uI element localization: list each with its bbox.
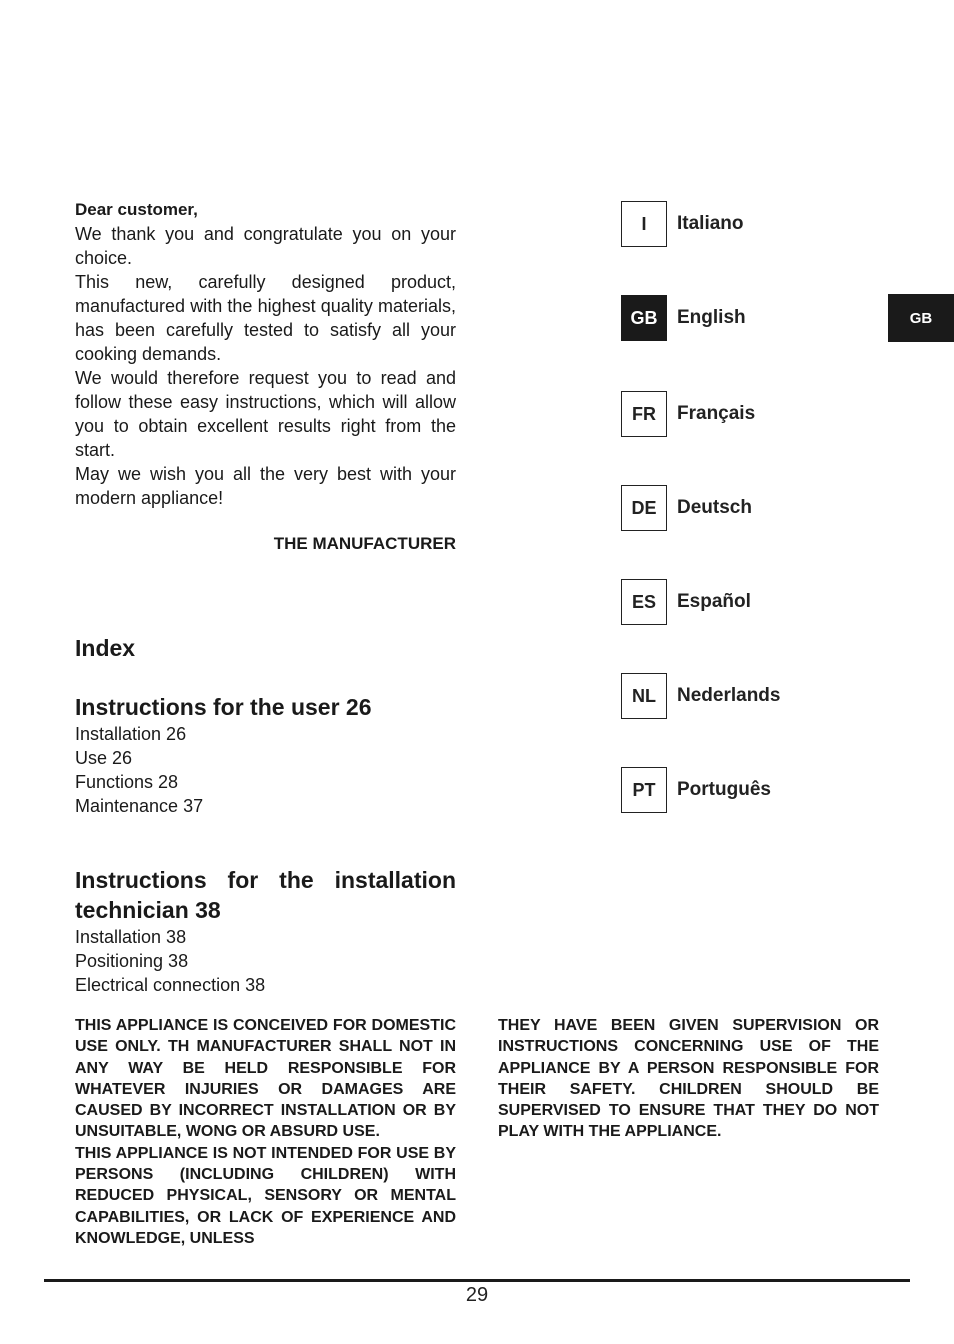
index-item: Electrical connection 38 xyxy=(75,975,266,995)
index-item: Maintenance 37 xyxy=(75,796,204,816)
index-item: Installation 26 xyxy=(75,724,187,744)
language-code-box: I xyxy=(621,201,667,247)
index-item: Use 26 xyxy=(75,748,133,768)
intro-paragraph: May we wish you all the very best with your modern appliance! xyxy=(75,464,456,508)
language-name: Italiano xyxy=(677,213,744,234)
intro-paragraph: We thank you and congratulate you on your choice. xyxy=(75,224,456,268)
safety-warning-left xyxy=(75,1015,456,1249)
section-heading: Instructions for the user 26 xyxy=(75,694,372,720)
language-item-deutsch[interactable] xyxy=(621,484,752,532)
footer-divider xyxy=(44,1279,910,1282)
signature: THE MANUFACTURER xyxy=(273,534,456,553)
intro-paragraph: This new, carefully designed product, manufactured with the highest quality materials, has been carefully tested to satisfy all your cooking demands. xyxy=(75,272,456,364)
language-code-box: FR xyxy=(621,391,667,437)
index-section-technician xyxy=(75,865,456,997)
language-code-box: ES xyxy=(621,579,667,625)
index-item: Positioning 38 xyxy=(75,951,189,971)
page-number: 29 xyxy=(465,1284,489,1306)
warning-paragraph: THEY HAVE BEEN GIVEN SUPERVISION OR INSTRUCTIONS CONCERNING USE OF THE APPLIANCE BY A PERSON RESPONSIBLE FOR THEIR SAFETY. CHILDREN SHOULD BE SUPERVISED TO ENSURE THAT THEY DO NOT PLAY WITH THE APPLIANCE. xyxy=(498,1017,879,1141)
index-list xyxy=(75,722,456,818)
language-name: Nederlands xyxy=(677,685,781,706)
intro-letter xyxy=(75,198,456,556)
language-item-espanol[interactable] xyxy=(621,578,751,626)
language-item-portugues[interactable] xyxy=(621,766,771,814)
language-code-box: DE xyxy=(621,485,667,531)
index-title: Index xyxy=(75,635,136,661)
language-name: Español xyxy=(677,591,751,612)
language-name: Português xyxy=(677,779,771,800)
language-item-english[interactable] xyxy=(621,294,746,342)
language-item-italiano[interactable] xyxy=(621,200,744,248)
language-name: English xyxy=(677,307,746,328)
warning-paragraph: THIS APPLIANCE IS CONCEIVED FOR DOMESTIC USE ONLY. TH MANUFACTURER SHALL NOT IN ANY WAY BE HELD RESPONSIBLE FOR WHATEVER INJURIES OR DAMAGES ARE CAUSED BY INCORRECT INSTALLATION OR BY UNSUITABLE, WONG OR ABSURD USE. xyxy=(75,1017,456,1141)
language-code-box: GB xyxy=(621,295,667,341)
safety-warning-right xyxy=(498,1015,879,1143)
language-code-box: NL xyxy=(621,673,667,719)
index-list xyxy=(75,925,456,997)
section-heading: Instructions for the installation technician 38 xyxy=(75,867,456,923)
index-section-user xyxy=(75,692,456,818)
language-item-francais[interactable] xyxy=(621,390,755,438)
index-item: Installation 38 xyxy=(75,927,187,947)
language-item-nederlands[interactable] xyxy=(621,672,780,720)
intro-paragraph: We would therefore request you to read and follow these easy instructions, which will allow you to obtain excellent results right from the start. xyxy=(75,368,456,460)
greeting: Dear customer, xyxy=(75,200,198,219)
language-name: Français xyxy=(677,403,756,424)
index-item: Functions 28 xyxy=(75,772,179,792)
language-name: Deutsch xyxy=(677,497,752,518)
section-thumb-tab: GB xyxy=(888,294,954,342)
language-code-box: PT xyxy=(621,767,667,813)
warning-paragraph: THIS APPLIANCE IS NOT INTENDED FOR USE BY PERSONS (INCLUDING CHILDREN) WITH REDUCED PHYSICAL, SENSORY OR MENTAL CAPABILITIES, OR LACK OF EXPERIENCE AND KNOWLEDGE, UNLESS xyxy=(75,1144,456,1247)
